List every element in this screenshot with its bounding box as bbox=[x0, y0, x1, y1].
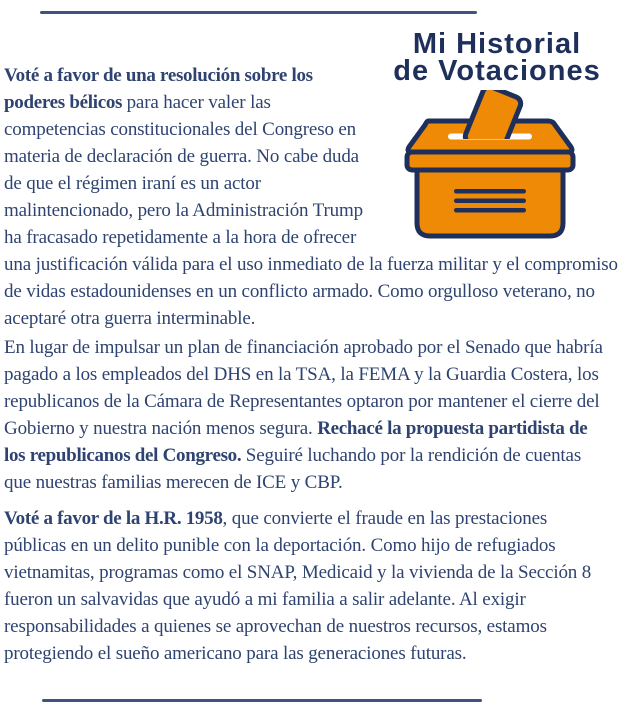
bold-text-segment: poderes bélicos bbox=[4, 92, 127, 113]
page-title-line-2: de Votaciones bbox=[393, 55, 601, 87]
bold-text-segment: Voté a favor de una resolución sobre los bbox=[4, 65, 313, 86]
text-line bbox=[4, 469, 640, 496]
text-line bbox=[4, 278, 640, 305]
paragraph bbox=[4, 334, 640, 496]
text-line bbox=[4, 586, 640, 613]
text-segment: protegiendo el sueño americano para las generaciones futuras. bbox=[4, 643, 467, 664]
text-segment: una justificación válida para el uso inmediato de la fuerza militar y el compromiso bbox=[4, 254, 618, 275]
text-segment: públicas en un delito punible con la deportación. Como hijo de refugiados bbox=[4, 535, 556, 556]
text-line bbox=[4, 170, 640, 197]
text-line bbox=[4, 305, 640, 332]
text-segment: malintencionado, pero la Administración Trump bbox=[4, 200, 363, 221]
bold-text-segment: Rechacé la propuesta partidista de bbox=[317, 418, 588, 439]
text-segment: vietnamitas, programas como el SNAP, Medicaid y la vivienda de la Sección 8 bbox=[4, 562, 592, 583]
paragraphs bbox=[4, 62, 640, 667]
text-line bbox=[4, 640, 640, 667]
text-line bbox=[4, 532, 640, 559]
text-line bbox=[4, 197, 640, 224]
text-line bbox=[4, 388, 640, 415]
text-line bbox=[4, 143, 640, 170]
text-segment: competencias constitucionales del Congreso en bbox=[4, 119, 357, 140]
text-segment: republicanos de la Cámara de Representantes optaron por mantener el cierre del bbox=[4, 391, 600, 412]
text-line bbox=[4, 559, 640, 586]
text-line bbox=[4, 334, 640, 361]
text-segment: pagado a los empleados del DHS en la TSA, la FEMA y la Guardia Costera, los bbox=[4, 364, 599, 385]
bold-text-segment: los republicanos del Congreso. bbox=[4, 445, 246, 466]
text-segment: , que convierte el fraude en las prestaciones bbox=[222, 508, 548, 529]
page-title-line-1: Mi Historial bbox=[412, 28, 582, 60]
text-line bbox=[4, 361, 640, 388]
text-segment: de que el régimen iraní es un actor bbox=[4, 173, 261, 194]
text-line bbox=[4, 116, 640, 143]
text-segment: Seguiré luchando por la rendición de cuentas bbox=[245, 445, 582, 466]
text-segment: En lugar de impulsar un plan de financiación aprobado por el Senado que habría bbox=[4, 337, 603, 358]
text-line bbox=[4, 613, 640, 640]
text-line bbox=[4, 251, 640, 278]
text-segment: que nuestras familias merecen de ICE y CBP. bbox=[4, 472, 343, 493]
text-line bbox=[4, 89, 640, 116]
text-segment: aceptaré otra guerra interminable. bbox=[4, 308, 256, 329]
text-line bbox=[4, 442, 640, 469]
text-segment: responsabilidades a quienes se aprovechan de nuestros recursos, estamos bbox=[4, 616, 547, 637]
text-segment: Gobierno y nuestra nación menos segura. bbox=[4, 418, 318, 439]
text-segment: materia de declaración de guerra. No cabe duda bbox=[4, 146, 359, 167]
text-line bbox=[4, 62, 640, 89]
text-segment: fueron un salvavidas que ayudó a mi familia a salir adelante. Al exigir bbox=[4, 589, 526, 610]
text-line bbox=[4, 505, 640, 532]
text-segment: ha fracasado repetidamente a la hora de ofrecer bbox=[4, 227, 357, 248]
paragraph bbox=[4, 62, 640, 332]
text-segment: para hacer valer las bbox=[126, 92, 271, 113]
top-divider-rule bbox=[40, 11, 477, 14]
bottom-divider-rule bbox=[42, 699, 482, 702]
text-segment: de vidas estadounidenses en un conflicto armado. Como orgulloso veterano, no bbox=[4, 281, 595, 302]
text-line bbox=[4, 415, 640, 442]
text-line bbox=[4, 224, 640, 251]
bold-text-segment: Voté a favor de la H.R. 1958 bbox=[4, 508, 223, 529]
paragraph bbox=[4, 505, 640, 667]
